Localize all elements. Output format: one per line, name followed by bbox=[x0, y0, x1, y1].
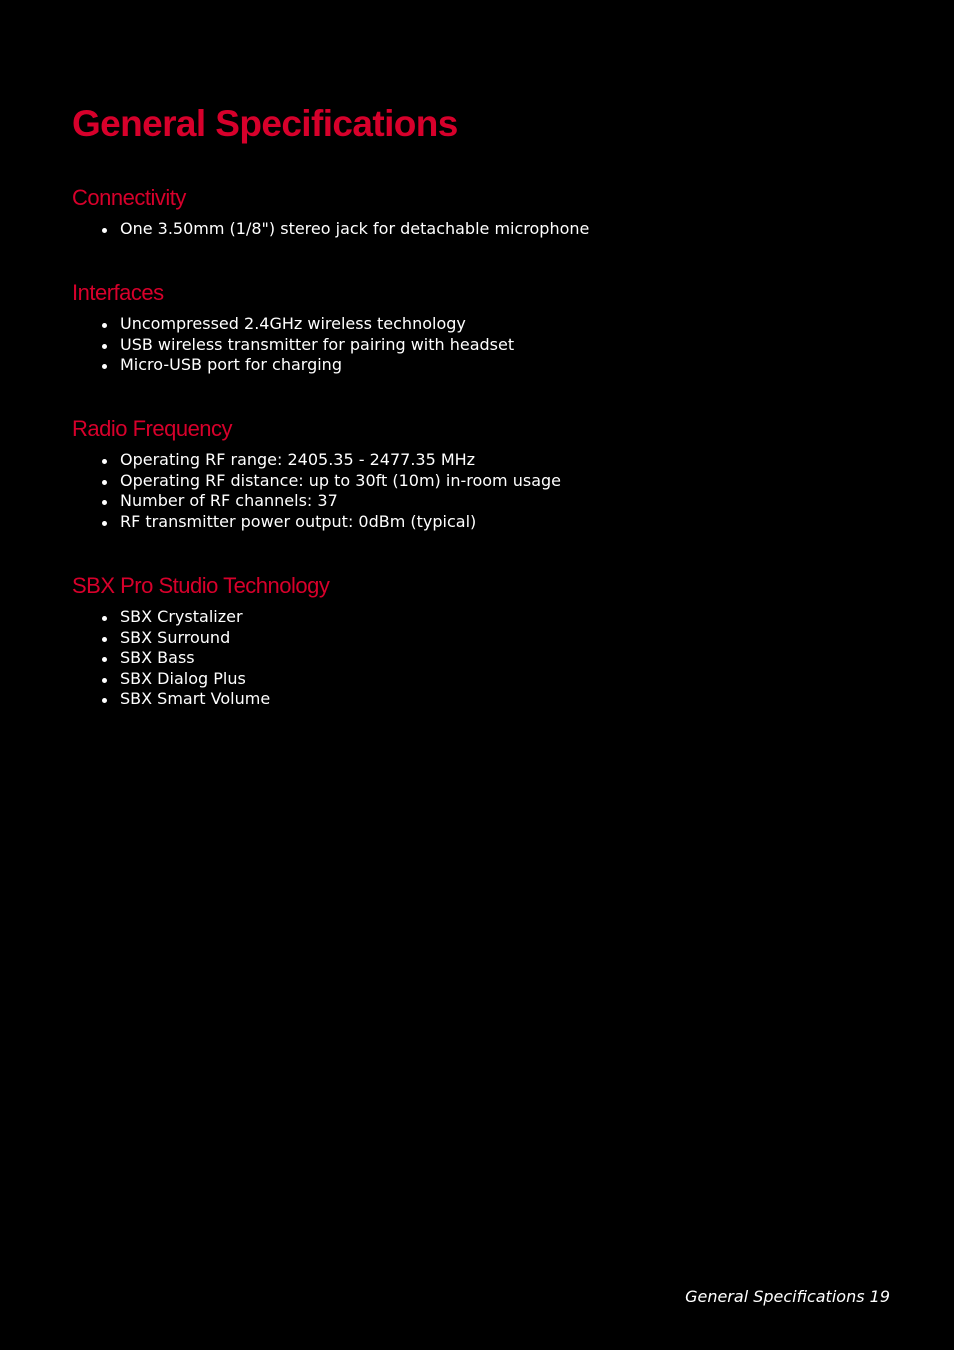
list-item bbox=[72, 355, 514, 376]
list-item bbox=[72, 669, 329, 690]
list-item bbox=[72, 314, 514, 335]
footer-page-number: 19 bbox=[869, 1287, 890, 1306]
section-heading-sbx-pro-studio: SBX Pro Studio Technology bbox=[72, 573, 330, 598]
list-item bbox=[72, 607, 329, 628]
bullet-icon bbox=[102, 364, 107, 369]
list-item-text: SBX Dialog Plus bbox=[120, 668, 246, 688]
bullet-icon bbox=[102, 521, 107, 526]
section-heading-radio-frequency: Radio Frequency bbox=[72, 416, 233, 441]
list-item bbox=[72, 628, 329, 649]
list-item-text: Operating RF distance: up to 30ft (10m) in-room usage bbox=[120, 470, 561, 490]
section-radio-frequency bbox=[72, 416, 561, 532]
list-item-text: Micro-USB port for charging bbox=[120, 355, 342, 374]
list-item bbox=[72, 491, 561, 512]
list-item-text: SBX Bass bbox=[120, 648, 195, 667]
bullet-icon bbox=[102, 500, 107, 505]
page-title: General Specifications bbox=[72, 103, 458, 144]
list-item-text: SBX Smart Volume bbox=[120, 689, 271, 708]
bullet-icon bbox=[102, 344, 107, 349]
list-item-text: RF transmitter power output: 0dBm (typical) bbox=[120, 511, 477, 531]
section-heading-connectivity: Connectivity bbox=[72, 185, 186, 210]
bullet-icon bbox=[102, 480, 107, 485]
list-item bbox=[72, 471, 561, 492]
sbx-pro-studio-list bbox=[72, 607, 329, 710]
list-item-text: Number of RF channels: 37 bbox=[120, 491, 338, 510]
bullet-icon bbox=[102, 678, 107, 683]
section-connectivity bbox=[72, 185, 589, 240]
connectivity-list bbox=[72, 219, 589, 240]
bullet-icon bbox=[102, 637, 107, 642]
bullet-icon bbox=[102, 323, 107, 328]
bullet-icon bbox=[102, 459, 107, 464]
list-item-text: One 3.50mm (1/8") stereo jack for detachable microphone bbox=[120, 219, 590, 238]
bullet-icon bbox=[102, 657, 107, 662]
list-item bbox=[72, 219, 589, 240]
list-item-text: Operating RF range: 2405.35 - 2477.35 MHz bbox=[120, 450, 476, 469]
list-item bbox=[72, 512, 561, 533]
footer-section-name: General Specifications bbox=[685, 1287, 865, 1306]
list-item-text: USB wireless transmitter for pairing with headset bbox=[120, 334, 515, 354]
radio-frequency-list bbox=[72, 450, 561, 532]
section-interfaces bbox=[72, 280, 514, 376]
list-item bbox=[72, 335, 514, 356]
page-footer bbox=[685, 1287, 890, 1306]
bullet-icon bbox=[102, 228, 107, 233]
list-item-text: SBX Surround bbox=[120, 627, 231, 647]
interfaces-list bbox=[72, 314, 514, 376]
bullet-icon bbox=[102, 698, 107, 703]
list-item bbox=[72, 648, 329, 669]
section-sbx-pro-studio bbox=[72, 573, 329, 710]
list-item-text: SBX Crystalizer bbox=[120, 607, 243, 626]
section-heading-interfaces: Interfaces bbox=[72, 280, 164, 305]
bullet-icon bbox=[102, 616, 107, 621]
list-item-text: Uncompressed 2.4GHz wireless technology bbox=[120, 314, 466, 333]
list-item bbox=[72, 689, 329, 710]
list-item bbox=[72, 450, 561, 471]
